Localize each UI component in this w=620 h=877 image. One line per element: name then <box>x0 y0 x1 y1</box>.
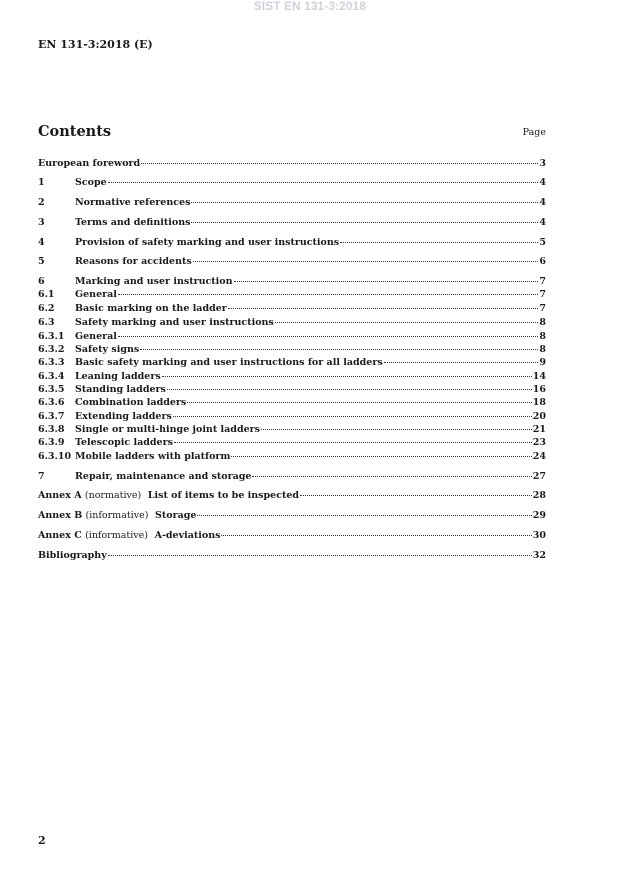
toc-entry[interactable] <box>38 450 546 463</box>
toc-entry[interactable] <box>38 343 546 356</box>
toc-entry-title: Reasons for accidents <box>75 256 192 267</box>
toc-entry-number: 3 <box>38 217 45 228</box>
toc-entry-page: 30 <box>532 530 546 541</box>
toc-entry[interactable] <box>38 370 546 383</box>
toc-entry-title: Safety signs <box>75 344 140 355</box>
toc-entry-page: 29 <box>532 510 546 521</box>
toc-entry-page: 16 <box>532 384 546 395</box>
toc-entry[interactable] <box>38 288 546 301</box>
toc-entry-number: 6.3.9 <box>38 437 65 448</box>
toc-entry-page: 8 <box>539 331 546 342</box>
toc-entry-number: 6.3.5 <box>38 384 65 395</box>
toc-entry-title: General <box>75 289 117 300</box>
toc-entry[interactable] <box>38 216 546 229</box>
toc-entry-title: Normative references <box>75 197 191 208</box>
toc-entry[interactable] <box>38 255 546 268</box>
toc-entry-title: Safety marking and user instructions <box>75 317 274 328</box>
toc-entry-page: 27 <box>532 471 546 482</box>
dot-leader <box>193 261 539 262</box>
toc-entry-page: 14 <box>532 371 546 382</box>
dot-leader <box>384 362 539 363</box>
toc-entry-title: Extending ladders <box>75 411 172 422</box>
toc-entry-page: 7 <box>539 289 546 300</box>
dot-leader <box>340 242 538 243</box>
toc-entry[interactable] <box>38 549 546 562</box>
dot-leader <box>221 535 531 536</box>
toc-entry-page: 9 <box>539 357 546 368</box>
toc-entry-title: Mobile ladders with platform <box>75 451 231 462</box>
dot-leader <box>162 376 532 377</box>
annex-type: (informative) <box>85 530 148 541</box>
toc-entry-title: General <box>75 331 117 342</box>
toc-entry-page: 32 <box>532 550 546 561</box>
toc-entry-page: 8 <box>539 317 546 328</box>
toc-entry-title: Terms and definitions <box>75 217 191 228</box>
toc-entry-page: 24 <box>532 451 546 462</box>
toc-entry[interactable] <box>38 383 546 396</box>
annex-label: Annex C <box>38 530 82 541</box>
toc-entry-title: Scope <box>75 177 107 188</box>
toc-entry[interactable] <box>38 509 546 522</box>
toc-entry[interactable] <box>38 529 546 542</box>
toc-entry-title: Combination ladders <box>75 397 187 408</box>
dot-leader <box>191 202 538 203</box>
toc-entry-number: 6.3.1 <box>38 331 65 342</box>
toc-entry-title: Standing ladders <box>75 384 166 395</box>
toc-entry[interactable] <box>38 396 546 409</box>
toc-entry-title: Bibliography <box>38 550 107 561</box>
dot-leader <box>275 322 539 323</box>
dot-leader <box>228 308 539 309</box>
toc-entry-page: 4 <box>539 197 546 208</box>
toc-entry-title: Marking and user instruction <box>75 276 233 287</box>
toc-entry-page: 7 <box>539 276 546 287</box>
toc-entry-page: 4 <box>539 217 546 228</box>
contents-heading: Contents <box>38 123 112 140</box>
dot-leader <box>167 389 532 390</box>
annex-title: List of items to be inspected <box>147 490 300 501</box>
dot-leader <box>300 495 532 496</box>
toc-entry[interactable] <box>38 157 546 170</box>
toc-entry-title <box>38 529 220 542</box>
toc-entry[interactable] <box>38 436 546 449</box>
annex-title: Storage <box>155 510 197 521</box>
dot-leader <box>231 456 531 457</box>
toc-entry[interactable] <box>38 316 546 329</box>
annex-title: A-deviations <box>154 530 221 541</box>
annex-type: (informative) <box>85 510 149 521</box>
toc-entry-number: 7 <box>38 471 45 482</box>
toc-entry[interactable] <box>38 330 546 343</box>
toc-entry-number: 2 <box>38 197 45 208</box>
toc-entry-page: 3 <box>539 158 546 169</box>
toc-entry-number: 6.3.10 <box>38 451 72 462</box>
page-number: 2 <box>38 834 46 847</box>
watermark: SIST EN 131-3:2018 <box>253 1 367 13</box>
dot-leader <box>174 442 532 443</box>
toc-entry-number: 6.3.2 <box>38 344 65 355</box>
toc-entry-page: 28 <box>532 490 546 501</box>
dot-leader <box>141 163 538 164</box>
annex-label: Annex B <box>38 510 83 521</box>
toc-entry-page: 8 <box>539 344 546 355</box>
annex-type: (normative) <box>84 490 142 501</box>
toc-entry-title: Leaning ladders <box>75 371 161 382</box>
toc-entry-number: 4 <box>38 237 45 248</box>
toc-entry[interactable] <box>38 356 546 369</box>
document-id: EN 131-3:2018 (E) <box>38 38 153 51</box>
toc-entry-number: 5 <box>38 256 45 267</box>
toc-entry-title: Single or multi-hinge joint ladders <box>75 424 260 435</box>
toc-entry[interactable] <box>38 423 546 436</box>
toc-entry[interactable] <box>38 470 546 483</box>
toc-entry-page: 20 <box>532 411 546 422</box>
toc-entry-number: 6.3.7 <box>38 411 65 422</box>
toc-entry-title: Repair, maintenance and storage <box>75 471 252 482</box>
toc-entry-page: 23 <box>532 437 546 448</box>
toc-entry[interactable] <box>38 196 546 209</box>
toc-entry-title: European foreword <box>38 158 141 169</box>
toc-entry-number: 6.3.4 <box>38 371 65 382</box>
toc-entry-page: 7 <box>539 303 546 314</box>
dot-leader <box>118 294 538 295</box>
toc-entry-title <box>38 509 196 522</box>
toc-entry-title: Basic marking on the ladder <box>75 303 227 314</box>
toc-entry[interactable] <box>38 489 546 502</box>
toc-entry[interactable] <box>38 302 546 315</box>
toc-entry-title: Telescopic ladders <box>75 437 173 448</box>
annex-label: Annex A <box>38 490 82 501</box>
toc-entry-page: 18 <box>532 397 546 408</box>
toc-entry[interactable] <box>38 236 546 249</box>
toc-entry-number: 6.3.3 <box>38 357 65 368</box>
dot-leader <box>191 222 538 223</box>
toc-entry[interactable] <box>38 410 546 423</box>
toc-entry-title: Provision of safety marking and user instructions <box>75 237 340 248</box>
dot-leader <box>140 349 538 350</box>
toc-entry-title <box>38 489 299 502</box>
dot-leader <box>261 429 532 430</box>
toc-entry-number: 1 <box>38 177 45 188</box>
dot-leader <box>187 402 532 403</box>
toc-entry-number: 6.1 <box>38 289 55 300</box>
dot-leader <box>118 336 538 337</box>
toc-entry-page: 4 <box>539 177 546 188</box>
toc-entry[interactable] <box>38 176 546 189</box>
toc-entry-page: 6 <box>539 256 546 267</box>
toc-entry-page: 21 <box>532 424 546 435</box>
toc-entry-number: 6.3.8 <box>38 424 65 435</box>
toc-entry[interactable] <box>38 275 546 288</box>
toc-entry-number: 6 <box>38 276 45 287</box>
toc-entry-number: 6.3.6 <box>38 397 65 408</box>
toc-entry-page: 5 <box>539 237 546 248</box>
page-column-label: Page <box>522 127 546 138</box>
dot-leader <box>197 515 531 516</box>
dot-leader <box>108 182 539 183</box>
dot-leader <box>108 555 532 556</box>
dot-leader <box>234 281 539 282</box>
toc-entry-number: 6.2 <box>38 303 55 314</box>
toc-entry-number: 6.3 <box>38 317 55 328</box>
dot-leader <box>252 476 531 477</box>
dot-leader <box>173 416 532 417</box>
toc-entry-title: Basic safety marking and user instructions for all ladders <box>75 357 383 368</box>
